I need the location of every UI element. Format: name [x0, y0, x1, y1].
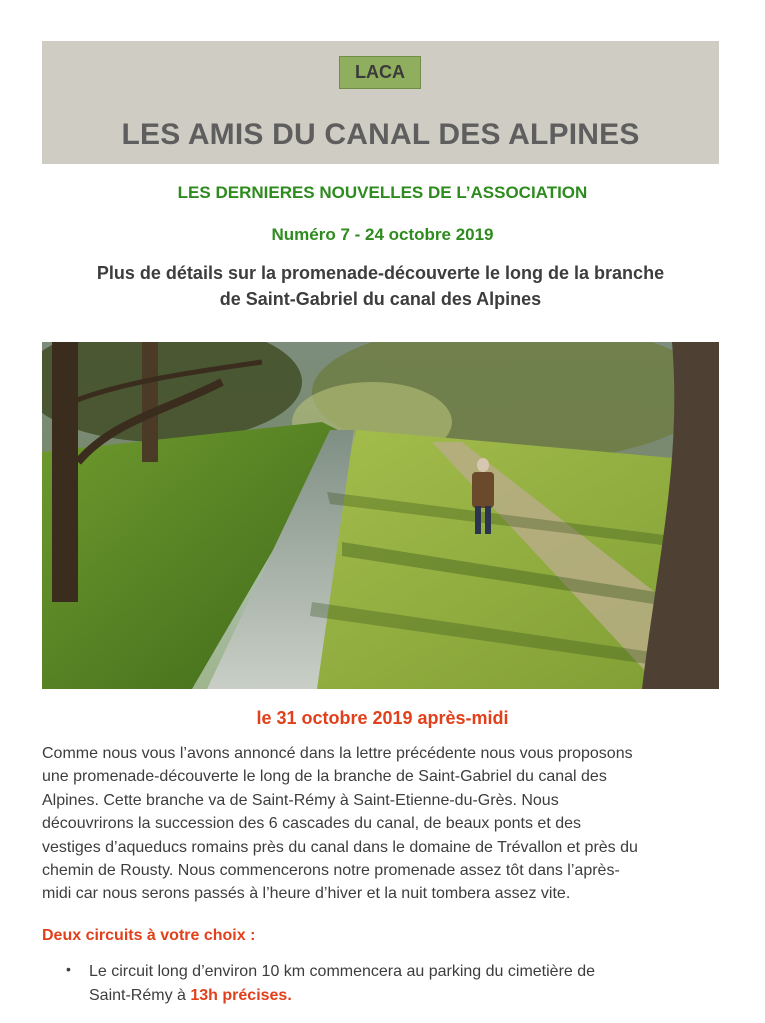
- subject-line-1: Plus de détails sur la promenade-découverte le long de la branche: [96, 263, 665, 283]
- header-banner: [42, 41, 719, 164]
- circuits-heading: Deux circuits à votre choix :: [42, 927, 256, 944]
- intro-line: chemin de Rousty. Nous commencerons notre promenade assez tôt dans l’après-: [42, 862, 620, 880]
- intro-line: Comme nous vous l’avons annoncé dans la lettre précédente nous vous proposons: [42, 745, 633, 762]
- event-date: le 31 octobre 2019 après-midi: [256, 708, 509, 728]
- subject-line-2: de Saint-Gabriel du canal des Alpines: [219, 289, 542, 309]
- circuit-long-place: Saint-Rémy à: [89, 987, 191, 1004]
- intro-line: vestiges d’aqueducs romains près du canal dans le domaine de Trévallon et près du: [42, 838, 638, 856]
- newsletter-heading: LES DERNIERES NOUVELLES DE L’ASSOCIATION: [177, 183, 588, 202]
- circuit-long-item: [89, 960, 729, 1008]
- circuit-long-time: 13h précises.: [190, 987, 292, 1004]
- bullet-icon: •: [66, 961, 71, 977]
- intro-paragraph: [42, 742, 732, 906]
- circuit-long-line-2: [89, 984, 729, 1008]
- intro-line: midi car nous serons passés à l’heure d’hiver et la nuit tombera assez vite.: [42, 885, 571, 903]
- circuit-long-line-1: Le circuit long d’environ 10 km commencera au parking du cimetière de: [89, 963, 596, 980]
- subject-heading: [42, 260, 719, 312]
- laca-logo-badge: LACA: [339, 56, 421, 89]
- association-title: LES AMIS DU CANAL DES ALPINES: [121, 118, 640, 151]
- canal-walk-photo: [42, 342, 719, 689]
- intro-line: une promenade-découverte le long de la branche de Saint-Gabriel du canal des: [42, 768, 607, 786]
- intro-line: découvrirons la succession des 6 cascades du canal, de beaux ponts et des: [42, 815, 581, 833]
- intro-line: Alpines. Cette branche va de Saint-Rémy à Saint-Etienne-du-Grès. Nous: [42, 791, 559, 809]
- issue-number-date: Numéro 7 - 24 octobre 2019: [271, 225, 494, 244]
